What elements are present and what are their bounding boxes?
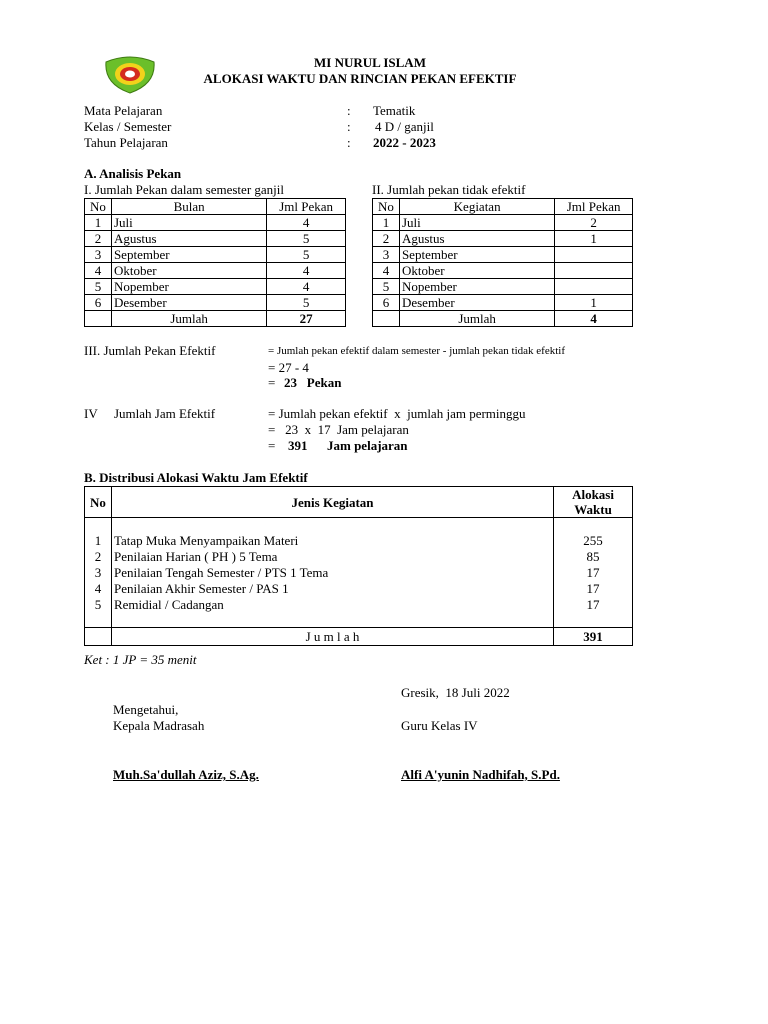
teacher-name: Alfi A'yunin Nadhifah, S.Pd. [401, 767, 560, 782]
non-effective-weeks-table [372, 198, 633, 327]
info-label-2: Kelas / Semester [84, 119, 172, 134]
effective-weeks-calc: = 27 - 4 [268, 360, 309, 375]
table-header: Kegiatan [399, 199, 554, 215]
table-cell: 2 [373, 231, 400, 247]
table-row [373, 295, 633, 311]
row-activity: Penilaian Tengah Semester / PTS 1 Tema [113, 565, 329, 580]
total-value: 27 [267, 311, 346, 327]
total-value: 4 [555, 311, 633, 327]
headmaster-title: Kepala Madrasah [113, 718, 205, 733]
table2-caption: II. Jumlah pekan tidak efektif [372, 182, 526, 197]
effective-hours-result: 391 Jam pelajaran [288, 438, 408, 453]
table-cell: Desember [399, 295, 554, 311]
table-cell: 6 [85, 295, 112, 311]
table-row [373, 247, 633, 263]
effective-hours-formula: = Jumlah pekan efektif x jumlah jam perminggu [268, 406, 526, 421]
table-cell: 2 [555, 215, 633, 231]
info-sep-3: : [347, 135, 351, 150]
info-sep-2: : [347, 119, 351, 134]
activity-column [111, 518, 553, 628]
alokasi-header-line2: Waktu [574, 502, 612, 517]
row-activity: Penilaian Akhir Semester / PAS 1 [113, 581, 289, 596]
table-total-row [373, 311, 633, 327]
table-header [554, 487, 633, 518]
effective-hours-label: Jumlah Jam Efektif [114, 406, 216, 421]
effective-weeks-formula: = Jumlah pekan efektif dalam semester - jumlah pekan tidak efektif [268, 345, 565, 357]
table-cell: September [399, 247, 554, 263]
row-time: 17 [586, 597, 600, 612]
table-cell [555, 247, 633, 263]
table-cell: 4 [85, 263, 112, 279]
table-cell [85, 628, 112, 646]
table-cell: 6 [373, 295, 400, 311]
info-value-subject: Tematik [373, 103, 416, 118]
table-cell: 1 [85, 215, 112, 231]
info-label-1: Mata Pelajaran [84, 103, 163, 118]
table1-caption: I. Jumlah Pekan dalam semester ganjil [84, 182, 285, 197]
table-header: Jenis Kegiatan [111, 487, 553, 518]
table-header: No [85, 487, 112, 518]
info-label-3: Tahun Pelajaran [84, 135, 168, 150]
table-row [373, 279, 633, 295]
headmaster-name: Muh.Sa'dullah Aziz, S.Ag. [113, 767, 259, 782]
table-cell: 1 [555, 231, 633, 247]
table-total-row [85, 628, 633, 646]
table-row [85, 247, 346, 263]
effective-hours-calc: = 23 x 17 Jam pelajaran [268, 422, 409, 437]
table-cell: Agustus [111, 231, 266, 247]
table-header-row [373, 199, 633, 215]
table-cell: 5 [267, 295, 346, 311]
time-column [554, 518, 633, 628]
table-cell: Oktober [399, 263, 554, 279]
table-cell [373, 311, 400, 327]
table-row [85, 231, 346, 247]
table-cell: 4 [373, 263, 400, 279]
row-time: 255 [583, 533, 603, 548]
table-body-row [85, 518, 633, 628]
alokasi-header-line1: Alokasi [572, 487, 614, 502]
section-b-title: B. Distribusi Alokasi Waktu Jam Efektif [84, 470, 308, 485]
row-no: 5 [94, 597, 102, 612]
table-row [373, 263, 633, 279]
table-cell: Nopember [399, 279, 554, 295]
info-value-class: 4 D / ganjil [375, 119, 434, 134]
effective-weeks-eq: = [268, 375, 276, 390]
section-a-title: A. Analisis Pekan [84, 166, 182, 181]
row-no: 1 [94, 533, 102, 548]
footnote: Ket : 1 JP = 35 menit [84, 652, 197, 667]
total-label: Jumlah [399, 311, 554, 327]
table-cell: 2 [85, 231, 112, 247]
info-value-year: 2022 - 2023 [373, 135, 436, 150]
effective-hours-eq: = [268, 438, 276, 453]
school-name: MI NURUL ISLAM [314, 55, 426, 70]
table-cell: 3 [85, 247, 112, 263]
table-header: No [85, 199, 112, 215]
table-header: Bulan [111, 199, 266, 215]
acknowledged-label: Mengetahui, [113, 702, 179, 717]
table-row [373, 231, 633, 247]
table-cell: Desember [111, 295, 266, 311]
row-time: 17 [586, 565, 600, 580]
table-cell: September [111, 247, 266, 263]
table-header-row [85, 487, 633, 518]
table-cell: 5 [267, 231, 346, 247]
info-sep-1: : [347, 103, 351, 118]
effective-hours-num: IV [84, 406, 98, 421]
allocation-table [84, 486, 633, 646]
table-cell: 5 [267, 247, 346, 263]
no-column [85, 518, 112, 628]
row-no: 4 [94, 581, 102, 596]
row-no: 2 [94, 549, 102, 564]
total-value: 391 [554, 628, 633, 646]
row-activity: Remidial / Cadangan [113, 597, 224, 612]
table-total-row [85, 311, 346, 327]
weeks-table [84, 198, 346, 327]
table-row [373, 215, 633, 231]
table-cell: 4 [267, 215, 346, 231]
table-row [85, 215, 346, 231]
table-cell: Juli [111, 215, 266, 231]
table-cell: 5 [373, 279, 400, 295]
table-cell: Oktober [111, 263, 266, 279]
table-cell: Agustus [399, 231, 554, 247]
place-date: Gresik, 18 Juli 2022 [401, 685, 510, 700]
table-row [85, 295, 346, 311]
teacher-title: Guru Kelas IV [401, 718, 478, 733]
row-time: 17 [586, 581, 600, 596]
table-row [85, 279, 346, 295]
total-label: J u m l a h [111, 628, 553, 646]
table-cell: 1 [373, 215, 400, 231]
table-header: No [373, 199, 400, 215]
total-label: Jumlah [111, 311, 266, 327]
table-cell: 1 [555, 295, 633, 311]
table-header: Jml Pekan [555, 199, 633, 215]
table-cell: Juli [399, 215, 554, 231]
table-header-row [85, 199, 346, 215]
table-cell [85, 311, 112, 327]
row-no: 3 [94, 565, 102, 580]
table-cell: 4 [267, 263, 346, 279]
table-cell: 4 [267, 279, 346, 295]
table-cell: Nopember [111, 279, 266, 295]
row-activity: Tatap Muka Menyampaikan Materi [113, 533, 299, 548]
table-cell: 3 [373, 247, 400, 263]
table-cell [555, 263, 633, 279]
effective-weeks-result: 23 Pekan [284, 375, 342, 390]
table-cell [555, 279, 633, 295]
table-row [85, 263, 346, 279]
row-time: 85 [586, 549, 600, 564]
table-cell: 5 [85, 279, 112, 295]
effective-weeks-label: III. Jumlah Pekan Efektif [84, 343, 216, 358]
document-title: ALOKASI WAKTU DAN RINCIAN PEKAN EFEKTIF [203, 71, 517, 86]
table-header: Jml Pekan [267, 199, 346, 215]
row-activity: Penilaian Harian ( PH ) 5 Tema [113, 549, 278, 564]
